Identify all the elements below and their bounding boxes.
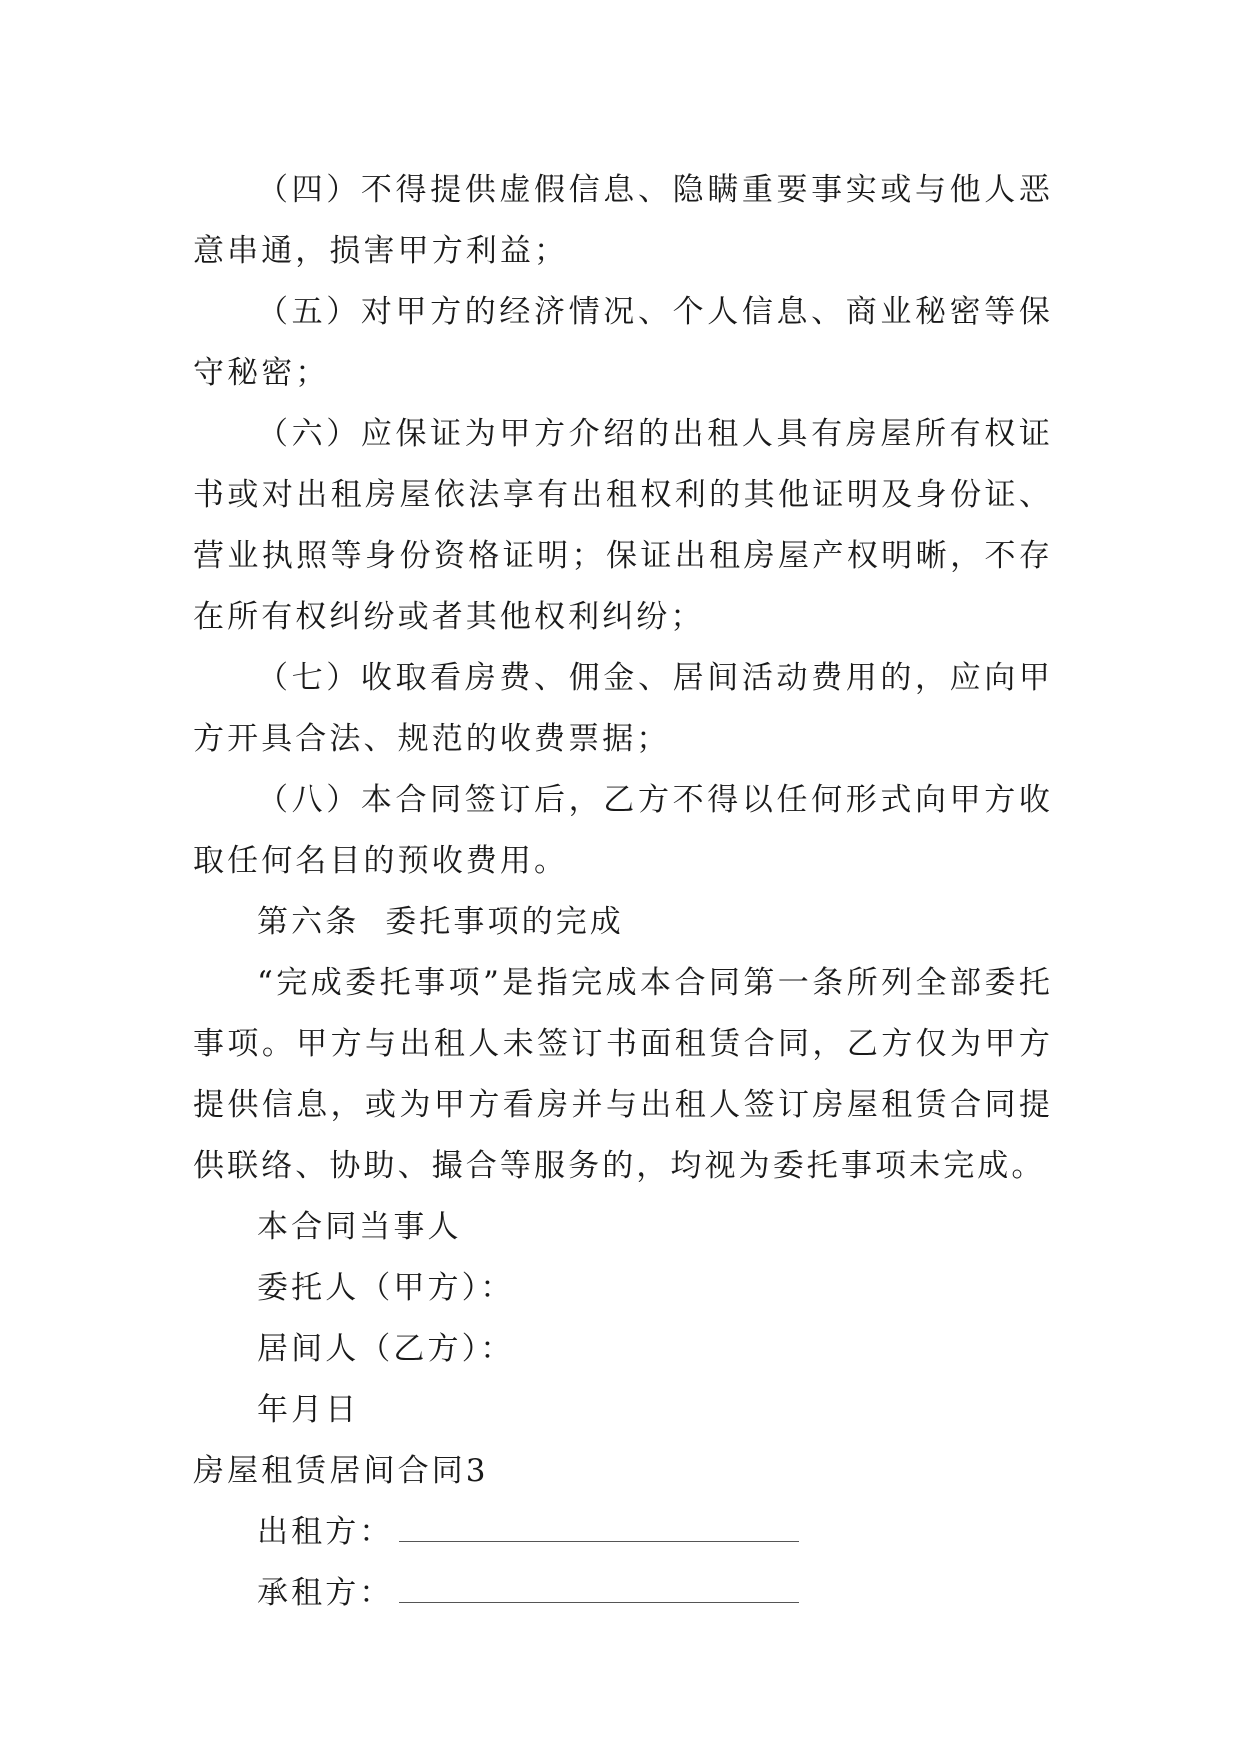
lessee-field — [193, 1563, 1053, 1624]
lessor-label: 出租方： — [257, 1514, 394, 1550]
clause-six: （六）应保证为甲方介绍的出租人具有房屋所有权证书或对出租房屋依法享有出租权利的其他证明及身份证、营业执照等身份资格证明；保证出租房屋产权明晰，不存在所有权纠纷或者其他权利纠纷； — [193, 416, 1053, 635]
clause-four: （四）不得提供虚假信息、隐瞒重要事实或与他人恶意串通，损害甲方利益； — [193, 172, 1053, 269]
clause-five: （五）对甲方的经济情况、个人信息、商业秘密等保守秘密； — [193, 294, 1053, 391]
clause-eight: （八）本合同签订后，乙方不得以任何形式向甲方收取任何名目的预收费用。 — [193, 782, 1053, 879]
clause-seven: （七）收取看房费、佣金、居间活动费用的，应向甲方开具合法、规范的收费票据； — [193, 660, 1053, 757]
article-six-heading: 第六条 委托事项的完成 — [257, 904, 624, 940]
article-six-body: “完成委托事项”是指完成本合同第一条所列全部委托事项。甲方与出租人未签订书面租赁合同，乙方仅为甲方提供信息，或为甲方看房并与出租人签订房屋租赁合同提供联络、协助、撮合等服务的，均视为委托事项未完成。 — [193, 965, 1053, 1184]
principal-label: 委托人（甲方）： — [257, 1270, 515, 1306]
lessee-blank-line[interactable] — [399, 1576, 799, 1603]
lessor-field — [193, 1502, 1053, 1563]
section-title: 房屋租赁居间合同3 — [193, 1453, 489, 1489]
parties-heading: 本合同当事人 — [257, 1209, 462, 1245]
document-body — [193, 160, 1053, 1624]
lessee-label: 承租方： — [257, 1575, 394, 1611]
date-line: 年月日 — [257, 1392, 360, 1428]
broker-label: 居间人（乙方）： — [257, 1331, 515, 1367]
lessor-blank-line[interactable] — [399, 1515, 799, 1542]
